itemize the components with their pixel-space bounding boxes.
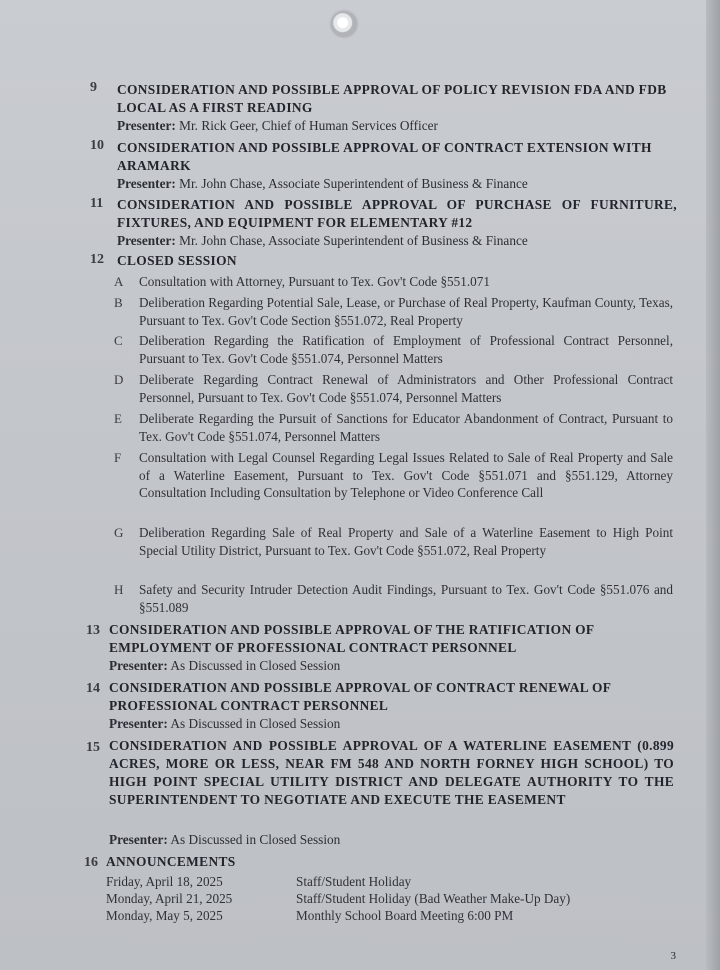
item-presenter bbox=[117, 175, 528, 193]
presenter-label: Presenter: bbox=[117, 176, 176, 191]
presenter-name: Mr. John Chase, Associate Superintendent of Business & Finance bbox=[179, 233, 528, 248]
item-presenter bbox=[117, 117, 438, 135]
item-title: CONSIDERATION AND POSSIBLE APPROVAL OF CONTRACT EXTENSION WITH ARAMARK bbox=[117, 140, 652, 173]
item-presenter bbox=[109, 831, 340, 849]
sub-item-letter: F bbox=[114, 450, 122, 465]
page-number: 3 bbox=[670, 950, 676, 962]
presenter-name: As Discussed in Closed Session bbox=[170, 832, 341, 847]
sub-item-letter: G bbox=[114, 525, 124, 540]
item-number: 9 bbox=[90, 80, 97, 95]
sub-item-letter: E bbox=[114, 411, 122, 426]
presenter-label: Presenter: bbox=[109, 832, 168, 847]
presenter-label: Presenter: bbox=[117, 233, 176, 248]
item-title: CONSIDERATION AND POSSIBLE APPROVAL OF THE RATIFICATION OF EMPLOYMENT OF PROFESSIONAL CONTRACT PERSONNEL bbox=[109, 622, 594, 655]
item-presenter bbox=[109, 657, 340, 675]
item-number: 10 bbox=[90, 138, 104, 153]
item-title: CONSIDERATION AND POSSIBLE APPROVAL OF CONTRACT RENEWAL OF PROFESSIONAL CONTRACT PERSONNEL bbox=[109, 680, 611, 713]
item-number: 15 bbox=[86, 740, 100, 755]
item-number: 13 bbox=[86, 623, 100, 638]
item-number: 11 bbox=[90, 196, 104, 211]
sub-item-letter: C bbox=[114, 333, 123, 348]
sub-item-text: Deliberation Regarding Sale of Real Property and Sale of a Waterline Easement to High Point Special Utility District, Pursuant to Tex. Gov't Code §551.072, Real Property bbox=[139, 525, 673, 558]
presenter-name: Mr. John Chase, Associate Superintendent of Business & Finance bbox=[179, 176, 528, 191]
item-title: ANNOUNCEMENTS bbox=[106, 854, 236, 869]
item-title: CONSIDERATION AND POSSIBLE APPROVAL OF PURCHASE OF FURNITURE, FIXTURES, AND EQUIPMENT FOR ELEMENTARY #12 bbox=[117, 197, 677, 230]
announcement-date: Monday, May 5, 2025 bbox=[106, 908, 223, 923]
announcement-event: Staff/Student Holiday bbox=[296, 874, 412, 889]
sub-item-letter: A bbox=[114, 274, 124, 289]
item-presenter bbox=[109, 715, 340, 733]
announcement-date: Friday, April 18, 2025 bbox=[106, 874, 223, 889]
item-title: CLOSED SESSION bbox=[117, 253, 237, 268]
sub-item-letter: B bbox=[114, 295, 123, 310]
item-title: CONSIDERATION AND POSSIBLE APPROVAL OF POLICY REVISION FDA AND FDB LOCAL AS A FIRST READING bbox=[117, 82, 667, 115]
presenter-name: As Discussed in Closed Session bbox=[170, 716, 341, 731]
sub-item-letter: H bbox=[114, 582, 124, 597]
presenter-name: Mr. Rick Geer, Chief of Human Services Officer bbox=[179, 118, 438, 133]
sub-item-text: Safety and Security Intruder Detection Audit Findings, Pursuant to Tex. Gov't Code §551.076 and §551.089 bbox=[139, 582, 673, 615]
sub-item-text: Deliberation Regarding Potential Sale, Lease, or Purchase of Real Property, Kaufman County, Texas, Pursuant to Tex. Gov't Code Section §551.072, Real Property bbox=[139, 295, 673, 328]
sub-item-letter: D bbox=[114, 372, 124, 387]
item-number: 16 bbox=[84, 855, 98, 870]
item-number: 12 bbox=[90, 252, 104, 267]
presenter-label: Presenter: bbox=[109, 658, 168, 673]
presenter-label: Presenter: bbox=[109, 716, 168, 731]
presenter-label: Presenter: bbox=[117, 118, 176, 133]
item-number: 14 bbox=[86, 681, 100, 696]
sub-item-text: Deliberate Regarding Contract Renewal of Administrators and Other Professional Contract Personnel, Pursuant to Tex. Gov't Code §551.074, Personnel Matters bbox=[139, 372, 673, 405]
item-title: CONSIDERATION AND POSSIBLE APPROVAL OF A WATERLINE EASEMENT (0.899 ACRES, MORE OR LESS, NEAR FM 548 AND NORTH FORNEY HIGH SCHOOL) TO HIGH POINT SPECIAL UTILITY DISTRICT AND DELEGATE AUTHORITY TO THE SUPERINTENDENT TO NEGOTIATE AND EXECUTE THE EASEMENT bbox=[109, 738, 674, 807]
sub-item-text: Consultation with Attorney, Pursuant to Tex. Gov't Code §551.071 bbox=[139, 274, 490, 289]
announcement-event: Staff/Student Holiday (Bad Weather Make-Up Day) bbox=[296, 891, 571, 906]
board-edge bbox=[706, 0, 720, 970]
presenter-name: As Discussed in Closed Session bbox=[170, 658, 341, 673]
sub-item-text: Deliberation Regarding the Ratification of Employment of Professional Contract Personnel, Pursuant to Tex. Gov't Code §551.074, Personnel Matters bbox=[139, 333, 673, 366]
sub-item-text: Consultation with Legal Counsel Regarding Legal Issues Related to Sale of Real Property and Sale of a Waterline Easement, Pursuant to Tex. Gov't Code §551.071 and §551.129, Attorney Consultation Including Consultation by Telephone or Video Conference Call bbox=[139, 450, 673, 500]
sub-item-text: Deliberate Regarding the Pursuit of Sanctions for Educator Abandonment of Contract, Pursuant to Tex. Gov't Code §551.074, Personnel Matters bbox=[139, 411, 673, 444]
announcement-event: Monthly School Board Meeting 6:00 PM bbox=[296, 908, 514, 923]
announcement-date: Monday, April 21, 2025 bbox=[106, 891, 233, 906]
item-presenter bbox=[117, 232, 528, 250]
